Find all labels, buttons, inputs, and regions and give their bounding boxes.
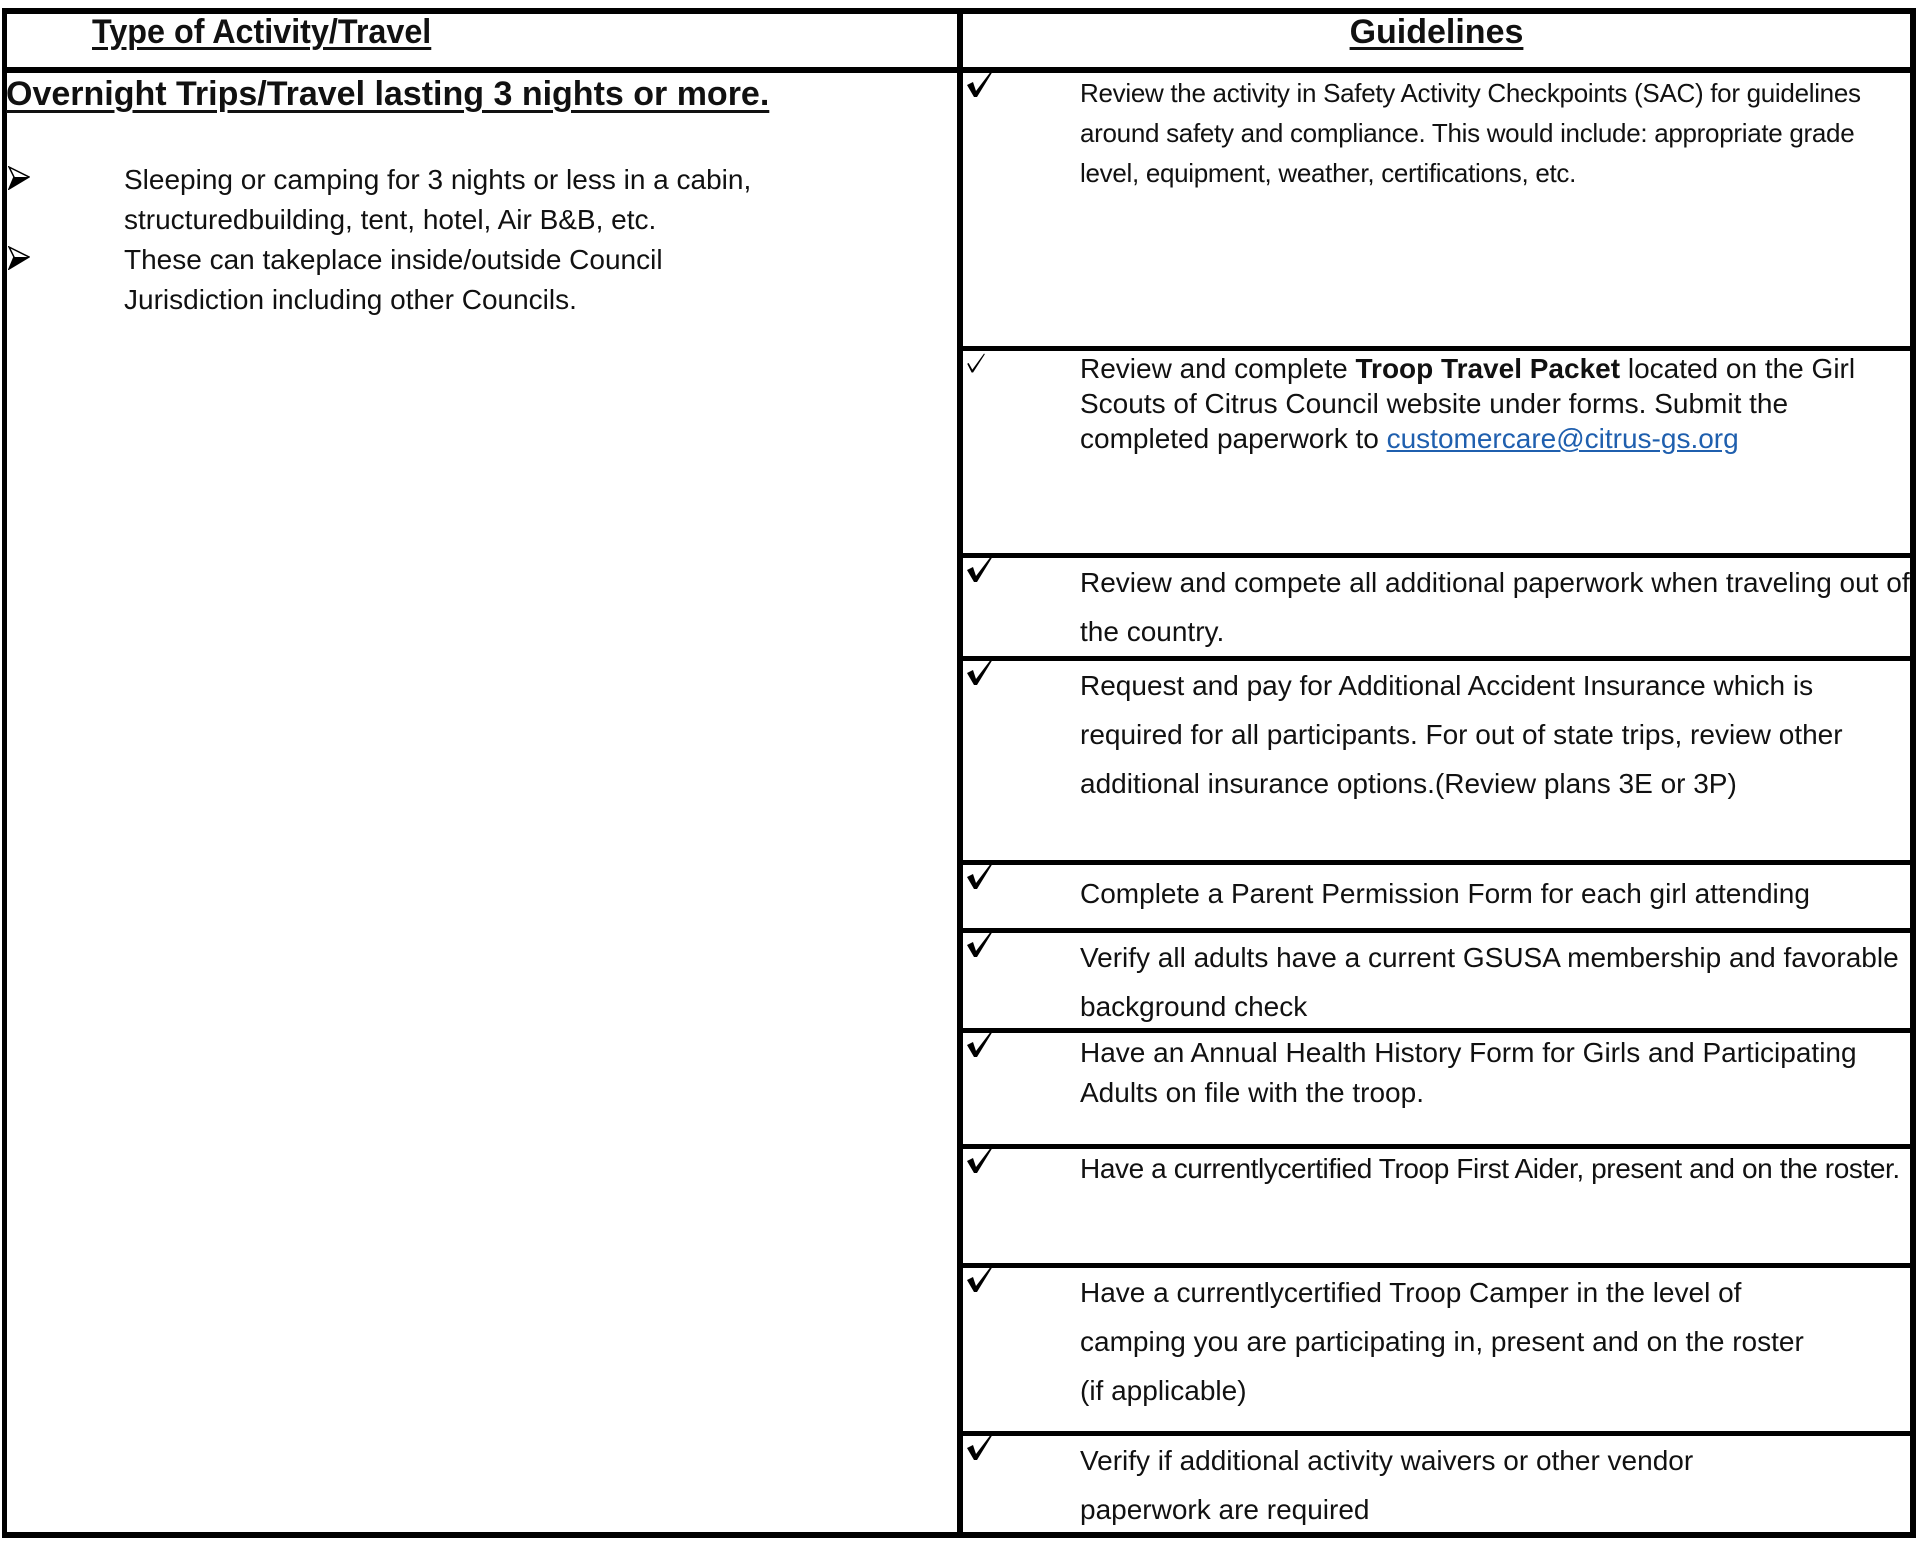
activity-title: Overnight Trips/Travel lasting 3 nights or more. [6, 75, 770, 113]
customercare-email-link[interactable]: customercare@citrus-gs.org [1386, 423, 1739, 454]
guideline-text: Complete a Parent Permission Form for each girl attending [1080, 878, 1810, 909]
checkmark-icon [965, 1432, 995, 1462]
checkmark-icon [965, 1264, 995, 1294]
guideline-row [963, 1436, 1910, 1532]
header-guidelines: Guidelines [1349, 13, 1524, 51]
guideline-row [963, 661, 1910, 860]
guideline-text: Review and compete all additional paperwork when traveling out of the country. [1080, 567, 1910, 647]
checkmark-icon [965, 351, 987, 375]
guideline-row [963, 351, 1910, 553]
guideline-text: Have an Annual Health History Form for Girls and Participating Adults on file with the troop. [1080, 1037, 1857, 1108]
guideline-row [963, 933, 1910, 1028]
activity-bullet-item [8, 160, 788, 240]
guideline-row [963, 1268, 1910, 1431]
activity-bullet-text: These can takeplace inside/outside Council Jurisdiction including other Councils. [124, 244, 663, 315]
arrowhead-bullet-icon [8, 166, 30, 190]
guideline-row [963, 1033, 1910, 1144]
guideline-row [963, 865, 1910, 928]
checkmark-icon [965, 554, 995, 584]
arrowhead-bullet-icon [8, 246, 30, 270]
activity-bullet-list [8, 160, 788, 320]
activity-bullet-text: Sleeping or camping for 3 nights or less in a cabin, structuredbuilding, tent, hotel, Air B&B, etc. [124, 164, 752, 235]
header-type-of-activity: Type of Activity/Travel [92, 13, 432, 51]
guideline-text: Have a currentlycertified Troop Camper in the level of camping you are participating in, present and on the roster (if applicable) [1080, 1277, 1804, 1406]
guideline-row [963, 1149, 1910, 1263]
checkmark-icon [965, 929, 995, 959]
guideline-text: Review and complete Troop Travel Packet located on the Girl Scouts of Citrus Council website under forms. Submit the completed paperwork to customercare@citrus-gs.org [1080, 353, 1856, 454]
guideline-text: Verify if additional activity waivers or other vendor paperwork are required [1080, 1445, 1694, 1525]
troop-travel-packet-label: Troop Travel Packet [1355, 353, 1621, 384]
checkmark-icon [965, 861, 995, 891]
guideline-row [963, 558, 1910, 656]
guideline-text: Review the activity in Safety Activity Checkpoints (SAC) for guidelines around safety and compliance. This would include: appropriate grade level, equipment, weather, certifications, etc. [1080, 78, 1861, 188]
guideline-text: Verify all adults have a current GSUSA membership and favorable background check [1080, 942, 1899, 1022]
guideline-text: Request and pay for Additional Accident Insurance which is required for all participants. For out of state trips, review other additional insurance options.(Review plans 3E or 3P) [1080, 670, 1843, 799]
activity-bullet-item [8, 240, 788, 320]
checkmark-icon [965, 1145, 995, 1175]
checkmark-icon [965, 1029, 995, 1059]
guideline-text: Have a currentlycertified Troop First Aider, present and on the roster. [1080, 1153, 1900, 1184]
checkmark-icon [965, 657, 995, 687]
guideline-row [963, 73, 1910, 346]
checkmark-icon [965, 69, 995, 99]
